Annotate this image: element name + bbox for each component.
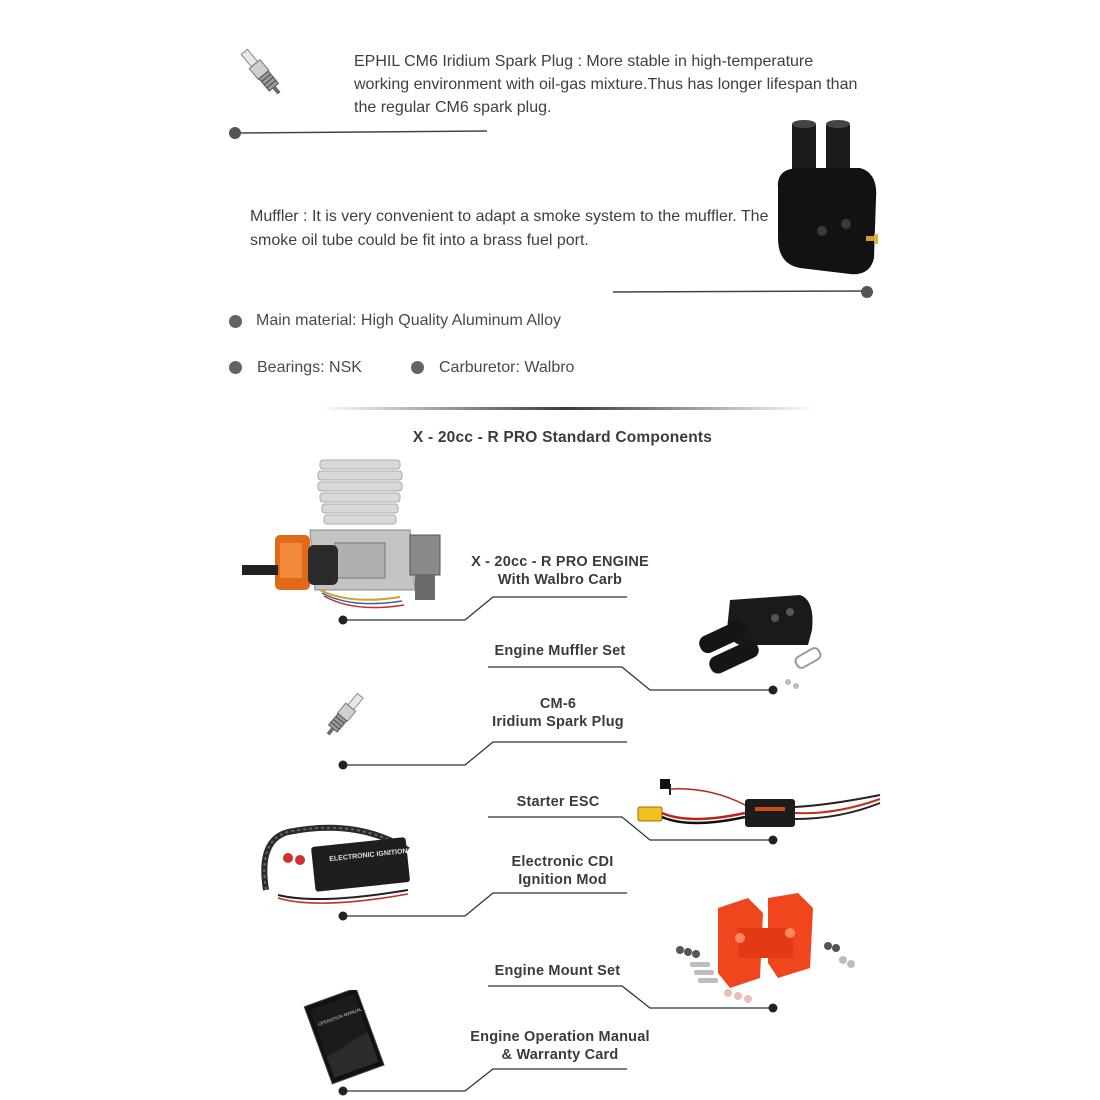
muffler-description: Muffler : It is very convenient to adapt a smoke system to the muffler. The smoke oil tube could be fit into a brass fuel port. [250,208,769,249]
spec-carburetor: Carburetor: Walbro [439,359,575,376]
engine-mount-image [668,888,863,1008]
engine-mount-label: Engine Mount Set [494,963,621,979]
spark-plug-label: CM-6 Iridium Spark Plug [492,696,624,730]
cdi-image [258,820,423,910]
starter-esc-label: Starter ESC [516,794,600,810]
spec-material: Main material: High Quality Aluminum Alloy [256,312,562,329]
spark-plug-description: EPHIL CM6 Iridium Spark Plug : More stable in high-temperature working environment with oil-gas mixture.Thus has longer lifespan than the regular CM6 spark plug. [354,53,858,116]
muffler-set-image [690,590,830,700]
cdi-box-text: ELECTRONIC IGNITION [329,847,408,864]
muffler-set-label: Engine Muffler Set [494,643,626,659]
engine-label: X - 20cc - R PRO ENGINE With Walbro Carb [471,554,649,588]
spec-bearings: Bearings: NSK [257,359,362,376]
manual-label: Engine Operation Manual & Warranty Card [470,1029,650,1063]
starter-esc-image [630,775,885,835]
manual-image [297,990,392,1085]
spark-plug-component-image [310,686,375,751]
engine-image [240,455,455,625]
components-title: X - 20cc - R PRO Standard Components [412,429,713,446]
manual-cover-text: OPERATION MANUAL [317,1006,363,1027]
cdi-label: Electronic CDI Ignition Mod [511,854,614,888]
